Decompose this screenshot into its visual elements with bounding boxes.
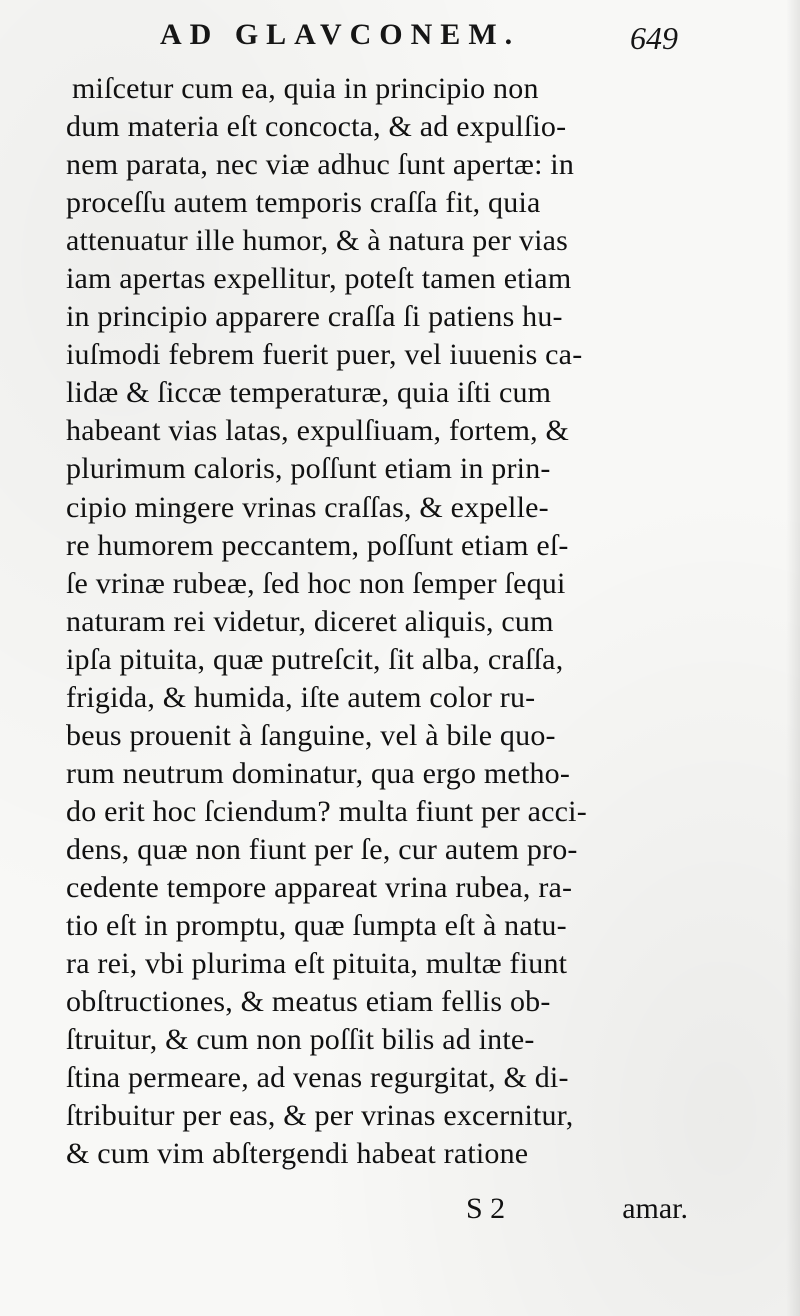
text-line: plurimum caloris, poſſunt etiam in prin- <box>66 452 551 486</box>
text-line: ra rei, vbi plurima eſt pituita, multæ fiunt <box>66 947 568 981</box>
page-footer <box>460 1192 700 1232</box>
text-line: ſtina permeare, ad venas regurgitat, & di- <box>66 1061 569 1095</box>
text-line: frigida, & humida, iſte autem color ru- <box>66 680 536 714</box>
text-line: do erit hoc ſciendum? multa fiunt per acci- <box>66 794 587 828</box>
catchword: amar. <box>622 1192 688 1225</box>
text-line: cedente tempore appareat vrina rubea, ra- <box>66 870 573 904</box>
text-line: iuſmodi febrem fuerit puer, vel iuuenis ca- <box>66 338 583 372</box>
text-line: re humorem peccantem, poſſunt etiam eſ- <box>66 528 569 562</box>
text-line: rum neutrum dominatur, qua ergo metho- <box>66 756 571 790</box>
text-line: habeant vias latas, expulſiuam, fortem, & <box>66 414 570 448</box>
page-number: 649 <box>630 20 678 56</box>
text-line: iam apertas expellitur, poteſt tamen etiam <box>66 262 572 296</box>
running-head: AD GLAVCONEM. <box>160 18 521 51</box>
text-line: obſtructiones, & meatus etiam fellis ob- <box>66 985 551 1019</box>
text-line: dum materia eſt concocta, & ad expulſio- <box>66 110 567 144</box>
page-edge-shadow <box>786 0 800 1316</box>
text-line: ſe vrinæ rubeæ, ſed hoc non ſemper ſequi <box>66 566 566 600</box>
text-line: ſtruitur, & cum non poſſit bilis ad inte- <box>66 1023 535 1057</box>
text-line: nem parata, nec viæ adhuc ſunt apertæ: in <box>66 148 575 182</box>
text-line: cipio mingere vrinas craſſas, & expelle- <box>66 490 549 524</box>
text-line: naturam rei videtur, diceret aliquis, cum <box>66 604 554 638</box>
body-text <box>66 70 686 1173</box>
text-line: tio eſt in promptu, quæ ſumpta eſt à natu- <box>66 909 567 943</box>
text-line: beus prouenit à ſanguine, vel à bile quo- <box>66 718 556 752</box>
signature-mark: S 2 <box>466 1192 506 1225</box>
text-line: lidæ & ſiccæ temperaturæ, quia iſti cum <box>66 376 552 410</box>
text-line: proceſſu autem temporis craſſa fit, quia <box>66 186 541 220</box>
text-line: miſcetur cum ea, quia in principio non <box>72 72 539 105</box>
text-line: dens, quæ non fiunt per ſe, cur autem pro- <box>66 832 578 866</box>
text-line: & cum vim abſtergendi habeat ratione <box>66 1137 529 1171</box>
text-line: in principio apparere craſſa ſi patiens hu- <box>66 300 563 334</box>
text-line: ſtribuitur per eas, & per vrinas excernitur, <box>66 1099 574 1133</box>
text-line: attenuatur ille humor, & à natura per vias <box>66 224 569 258</box>
text-line: ipſa pituita, quæ putreſcit, ſit alba, craſſa, <box>66 642 564 676</box>
